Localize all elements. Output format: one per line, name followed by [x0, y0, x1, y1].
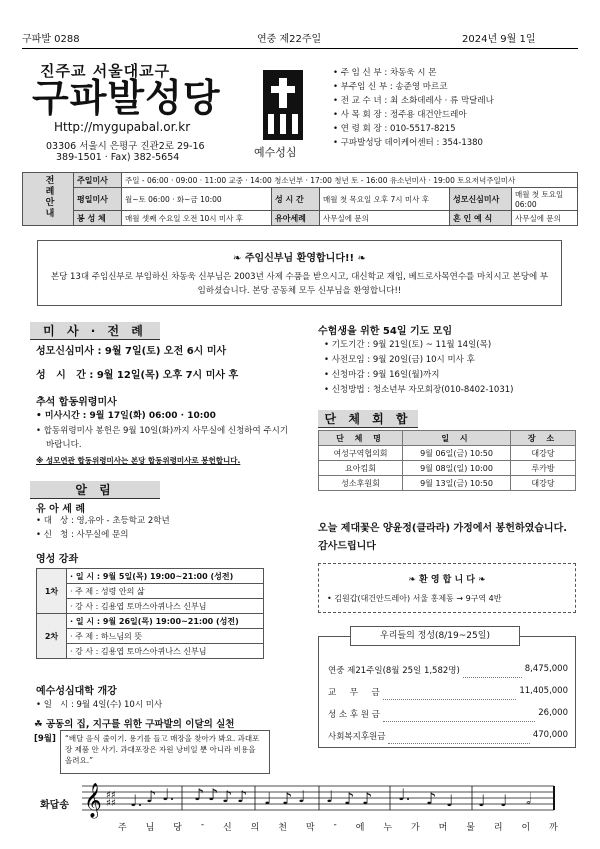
- immaculate-heart-label: 성모신심미사: [450, 188, 512, 211]
- sharp-icon: ♯♯: [106, 790, 116, 801]
- lecture-2-topic: · 주 제 : 하느님의 뜻: [67, 629, 264, 644]
- staff-list: [333, 66, 583, 150]
- offering-title: 우리들의 정성(8/19~25일): [350, 626, 520, 646]
- parish-logo: [253, 70, 313, 140]
- svg-text:♩: ♩: [446, 791, 454, 810]
- svg-text:♪: ♪: [426, 789, 437, 808]
- parish-phone: 389-1501 · Fax) 382-5654: [56, 152, 180, 163]
- lecture-1-date: · 일 시 : 9월 5일(목) 19:00~21:00 (성전): [67, 569, 264, 584]
- communion-visit-label: 봉 성 체: [74, 211, 122, 226]
- altar-flowers-note: 오늘 제대꽃은 양윤정(클라라) 가정에서 봉헌하였습니다. 감사드립니다: [318, 523, 568, 552]
- parish-title: 구파발성당: [32, 76, 221, 120]
- immaculate-heart-value: 매월 첫 토요일 06:00: [512, 188, 578, 211]
- svg-text:♩: ♩: [298, 787, 306, 806]
- lecture-2-label: 2차: [37, 614, 67, 659]
- svg-text:♪: ♪: [208, 785, 219, 804]
- lecture-table: [36, 568, 264, 659]
- offering-list: [328, 664, 568, 752]
- offering-row: 교 무 금 11,405,000: [328, 686, 568, 698]
- holy-hour-value: 매월 첫 목요일 오후 7시 미사 후: [320, 188, 450, 211]
- svg-text:♪: ♪: [222, 787, 233, 806]
- lecture-2-speaker: · 강 사 : 김용엽 토마스아퀴나스 신부님: [67, 644, 264, 659]
- chuseok-note-2: ※ 성모연관 합동위령미사는 본당 합동위령미사로 봉헌합니다.: [36, 456, 241, 465]
- lecture-1-topic: · 주 제 : 성령 안의 삶: [67, 584, 264, 599]
- college-date: • 일 시 : 9월 4일(수) 10시 미사: [36, 700, 163, 710]
- sunday-mass-label: 주일미사: [74, 173, 122, 188]
- weekday-mass-label: 평일미사: [74, 188, 122, 211]
- groups-table: [318, 430, 576, 491]
- parish-url[interactable]: Http://mygupabal.or.kr: [54, 120, 191, 134]
- mass-section-title: 미 사 · 전 례: [30, 322, 160, 340]
- groups-section-title: 단 체 회 합: [318, 410, 418, 428]
- table-row: 여성구역협의회 9월 06일(금) 10:50 대강당: [319, 446, 576, 461]
- wedding-label: 혼 인 예 식: [450, 211, 512, 226]
- music-staff: [82, 778, 557, 822]
- staff-item: • 구파발성당 데이케어센터 : 354-1380: [333, 138, 483, 148]
- svg-text:♪: ♪: [282, 789, 293, 808]
- treble-clef-icon: 𝄞: [84, 783, 102, 818]
- svg-text:♩: ♩: [478, 791, 486, 810]
- exam-prayer-item: • 신청마감 : 9월 16일(월)까지: [324, 370, 440, 380]
- psalm-lyrics: 주 님 당 - 신 의 천 막 - 에 누 가 머 물 리 이 까: [118, 820, 558, 833]
- svg-text:𝅗𝅥: 𝅗𝅥: [526, 789, 532, 808]
- sunday-mass-times: 주일 - 06:00 · 09:00 · 11:00 교중 · 14:00 청소년부 · 17:00 청년 토 - 16:00 유소년미사 · 19:00 토요저녁주일미사: [122, 173, 578, 188]
- wedding-value: 사무실에 문의: [512, 211, 578, 226]
- offering-row: 성 소 후 원 금 26,000: [328, 708, 568, 720]
- welcome-body: 본당 13대 주임신부로 부임하신 차동욱 신부님은 2003년 사제 수품을 받으시고, 대신학교 재임, 베드로사목연수를 마치시고 본당에 부임하셨습니다. 본당 공동체 모두 신부님을 환영합니다!!: [50, 272, 549, 296]
- practice-box: “배달 음식 줄이기. 용기를 들고 매장을 찾아가 봐요. 과대포장 제품 안 사기. 과대포장은 자원 낭비일 뿐 아니라 비용을 올려요.”: [60, 730, 270, 774]
- offering-row: 연중 제21주일(8월 25일 1,582명) 8,475,000: [328, 664, 568, 676]
- weekday-mass-times: 월~토 06:00 · 화~금 10:00: [122, 188, 272, 211]
- exam-prayer-title: 수험생을 위한 54일 기도 모임: [318, 326, 453, 337]
- lecture-2-date: · 일 시 : 9월 26일(목) 19:00~21:00 (성전): [67, 614, 264, 629]
- svg-text:♪: ♪: [362, 789, 373, 808]
- svg-text:♩.: ♩.: [162, 785, 175, 804]
- chuseok-note: • 합동위령미사 봉헌은 9월 10일(화)까지 사무실에 신청하여 주시기 바랍니다.: [36, 426, 289, 450]
- liturgical-week: 연중 제22주일: [257, 34, 322, 45]
- baptism-target: • 대 상 : 영,유아 - 초등학교 2학년: [36, 516, 170, 526]
- svg-text:♪: ♪: [194, 785, 205, 804]
- logo-caption: 예수성심: [254, 146, 297, 159]
- newcomer-text: • 김원갑(대건안드레아) 서울 홍제동 → 9구역 4반: [327, 594, 502, 603]
- infant-baptism-value: 사무실에 문의: [320, 211, 450, 226]
- svg-text:♩.: ♩.: [130, 791, 143, 810]
- header-divider: [22, 48, 578, 49]
- mass-line-2: 성 시 간 : 9월 12일(목) 오후 7시 미사 후: [36, 370, 239, 381]
- svg-text:♪: ♪: [344, 789, 355, 808]
- lecture-1-speaker: · 강 사 : 김용엽 토마스아퀴나스 신부님: [67, 599, 264, 614]
- practice-title: ☘ 공동의 집, 지구를 위한 구파발의 이달의 실천: [34, 719, 235, 730]
- issue-number: 구파발 0288: [22, 34, 80, 45]
- newcomer-welcome-box: [318, 563, 576, 613]
- chuseok-title: 추석 합동위령미사: [36, 397, 117, 408]
- exam-prayer-list: [324, 338, 584, 398]
- welcome-priest-box: [37, 240, 562, 306]
- groups-header-place: 장 소: [511, 431, 576, 446]
- practice-month: [9월]: [34, 734, 56, 744]
- exam-prayer-item: • 신청방법 : 청소년부 자모회장(010-8402-1031): [324, 385, 514, 395]
- infant-baptism-label: 유아세례: [272, 211, 320, 226]
- mass-line-1: 성모신심미사 : 9월 7일(토) 오전 6시 미사: [36, 346, 227, 357]
- liturgy-schedule-table: [22, 172, 578, 226]
- exam-prayer-item: • 사전모임 : 9월 20일(금) 10시 미사 후: [324, 355, 475, 365]
- svg-text:♪: ♪: [146, 787, 157, 806]
- staff-item: • 부주임 신 부 : 송준영 마르코: [333, 82, 448, 92]
- svg-text:♩: ♩: [264, 789, 272, 808]
- lecture-1-label: 1차: [37, 569, 67, 614]
- staff-item: • 연 령 회 장 : 010-5517-8215: [333, 124, 456, 134]
- parish-address: 03306 서울시 은평구 진관2로 29-16: [46, 141, 205, 152]
- newcomer-title: ❧ 환 영 합 니 다 ❧: [408, 575, 486, 585]
- holy-hour-label: 성 시 간: [272, 188, 320, 211]
- staff-item: • 주 임 신 부 : 차동욱 시 몬: [333, 68, 437, 78]
- groups-header-time: 일 시: [403, 431, 511, 446]
- groups-header-name: 단 체 명: [319, 431, 403, 446]
- college-title: 예수성심대학 개강: [36, 686, 117, 697]
- svg-text:♪: ♪: [237, 787, 248, 806]
- sacred-heart-icon: [253, 70, 313, 140]
- baptism-title: 유 아 세 례: [36, 504, 86, 515]
- svg-text:♩: ♩: [326, 787, 334, 806]
- staff-item: • 전 교 수 녀 : 최 소화데레사 · 류 막달레나: [333, 96, 494, 106]
- exam-prayer-item: • 기도기간 : 9월 21일(토) ~ 11월 14일(목): [324, 340, 492, 350]
- offering-row: 사회복지후원금 470,000: [328, 730, 568, 742]
- svg-text:♩: ♩: [500, 791, 508, 810]
- communion-visit-value: 매월 셋째 수요일 오전 10시 미사 후: [122, 211, 272, 226]
- schedule-side-label: 전례안내: [23, 173, 74, 226]
- table-row: 요아킴회 9월 08일(일) 10:00 루카방: [319, 461, 576, 476]
- issue-date: 2024년 9월 1일: [462, 34, 536, 45]
- parish-subtitle: 진주교 서울대교구: [40, 62, 171, 80]
- svg-text:♩.: ♩.: [398, 785, 411, 804]
- welcome-title: ❧ 주임신부님 환영합니다!! ❧: [233, 253, 366, 264]
- sharp-icon: ♯♯: [106, 798, 116, 809]
- table-row: 성소후원회 9월 13일(금) 10:50 대강당: [319, 476, 576, 491]
- psalm-label: 화답송: [40, 800, 69, 811]
- chuseok-time: • 미사시간 : 9월 17일(화) 06:00 · 10:00: [36, 411, 216, 421]
- staff-item: • 사 목 회 장 : 정주용 대건안드레아: [333, 110, 467, 120]
- lecture-title: 영성 강좌: [36, 554, 79, 565]
- baptism-apply: • 신 청 : 사무실에 문의: [36, 530, 129, 540]
- notice-section-title: 알 림: [30, 481, 160, 499]
